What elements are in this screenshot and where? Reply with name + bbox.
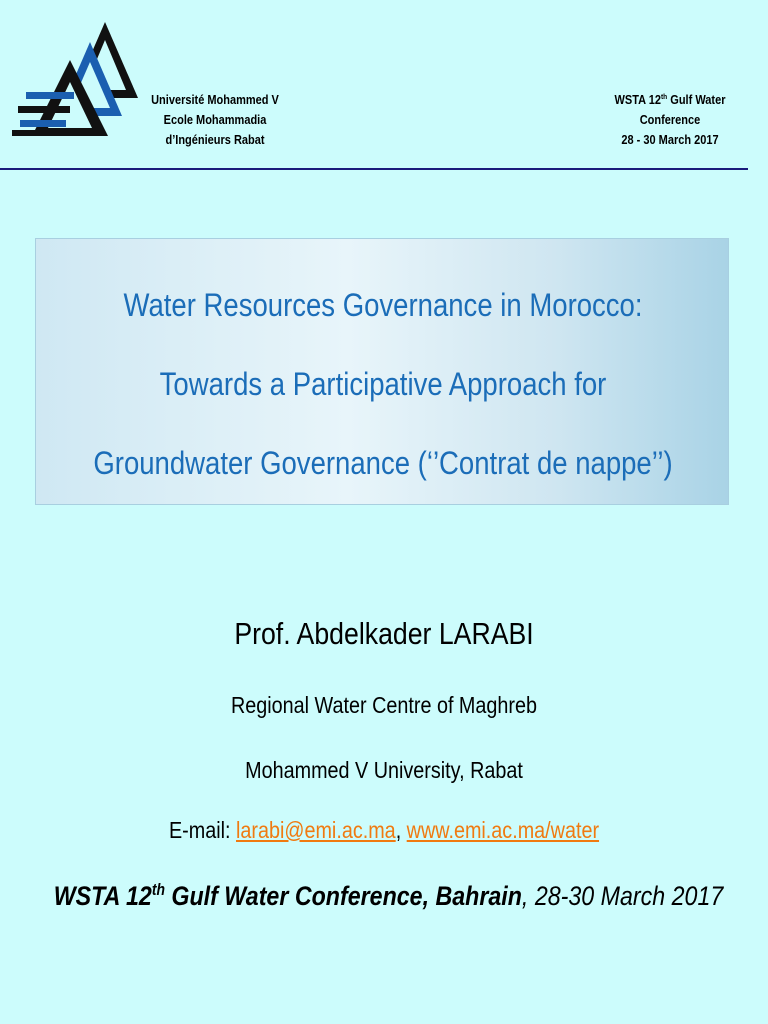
conference-header-block bbox=[600, 90, 741, 150]
conference-line bbox=[53, 877, 724, 915]
university-line-1: Université Mohammed V bbox=[151, 93, 279, 107]
title-box bbox=[35, 238, 729, 505]
conference-name-sup: th bbox=[151, 881, 165, 899]
conference-dates: , 28-30 March 2017 bbox=[521, 881, 724, 911]
conference-name-prefix: WSTA 12 bbox=[53, 881, 152, 911]
email-label: E-mail: bbox=[168, 817, 236, 843]
emi-logo-icon bbox=[10, 20, 140, 138]
contact-line bbox=[54, 815, 714, 845]
affiliation-university: Mohammed V University, Rabat bbox=[245, 757, 523, 783]
university-block bbox=[131, 90, 298, 150]
title-line-1: Water Resources Governance in Morocco: bbox=[123, 287, 643, 323]
conference-name-suffix: Gulf Water Conference, Bahrain bbox=[164, 881, 522, 911]
title-line-2: Towards a Participative Approach for bbox=[159, 366, 607, 402]
conference-header-line-3: 28 - 30 March 2017 bbox=[621, 133, 719, 147]
affiliation-centre: Regional Water Centre of Maghreb bbox=[230, 692, 537, 718]
conference-header-line-1: WSTA 12th Gulf Water bbox=[614, 91, 726, 107]
university-line-3: d’Ingénieurs Rabat bbox=[165, 133, 265, 147]
author-name: Prof. Abdelkader LARABI bbox=[234, 616, 534, 651]
email-link[interactable]: larabi@emi.ac.ma bbox=[235, 817, 396, 843]
contact-separator: , bbox=[395, 817, 407, 843]
university-line-2: Ecole Mohammadia bbox=[163, 113, 267, 127]
title-line-3: Groundwater Governance (‘’Contrat de nappe’’) bbox=[93, 445, 673, 481]
header-divider bbox=[0, 168, 748, 170]
conference-header-line-2: Conference bbox=[639, 113, 701, 127]
website-link[interactable]: www.emi.ac.ma/water bbox=[406, 817, 600, 843]
